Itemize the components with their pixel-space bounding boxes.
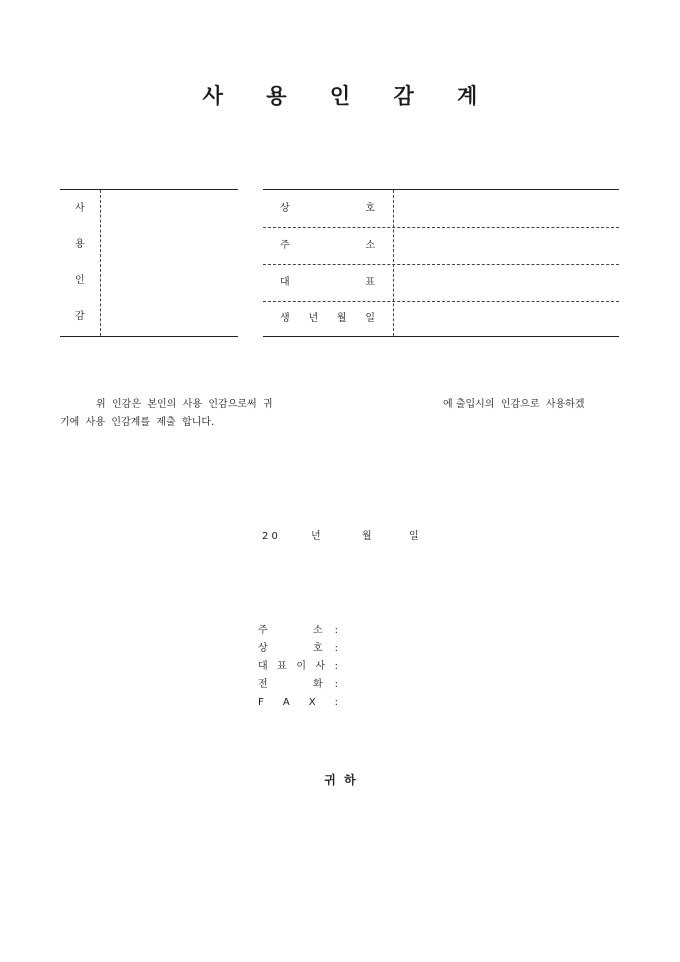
document-title: 사 용 인 감 계 xyxy=(202,84,496,108)
signer-phone-row: 전 화 : xyxy=(258,679,338,690)
representative-label: 대 표 xyxy=(280,277,375,288)
date-year-prefix: 2 0 xyxy=(262,531,278,542)
seal-label-char: 사 xyxy=(75,203,85,214)
date-month-label: 월 xyxy=(362,531,372,542)
table-row-divider xyxy=(263,227,619,228)
seal-label-char: 감 xyxy=(75,311,85,322)
table-row-divider xyxy=(263,301,619,302)
statement-line1-right: 에 출입시의 인감으로 사용하겠 xyxy=(443,399,585,410)
seal-label-char: 인 xyxy=(75,275,85,286)
statement-line1-left: 위 인감은 본인의 사용 인감으로써 귀 xyxy=(96,399,273,410)
signer-address-row: 주 소 : xyxy=(258,625,338,636)
seal-label-char: 용 xyxy=(75,239,85,250)
date-year-label: 년 xyxy=(311,531,321,542)
seal-box-bottom-border xyxy=(60,336,238,337)
table-row-divider xyxy=(263,264,619,265)
signer-ceo-row: 대 표 이 사 : xyxy=(258,661,338,672)
table-top-border xyxy=(263,189,619,190)
company-name-label: 상 호 xyxy=(280,203,375,214)
representative-field[interactable] xyxy=(398,267,616,299)
table-bottom-border xyxy=(263,336,619,337)
signer-fax-row: F A X : xyxy=(258,697,338,708)
seal-box-top-border xyxy=(60,189,238,190)
addressee: 귀 하 xyxy=(324,773,356,787)
seal-stamp-area[interactable] xyxy=(104,192,236,334)
address-label: 주 소 xyxy=(280,240,375,251)
company-name-field[interactable] xyxy=(398,193,616,225)
signer-company-row: 상 호 : xyxy=(258,643,338,654)
address-field[interactable] xyxy=(398,230,616,262)
birthdate-label: 생 년 월 일 xyxy=(280,313,375,324)
seal-box-divider xyxy=(100,190,101,336)
table-column-divider xyxy=(393,190,394,336)
date-day-label: 일 xyxy=(409,531,419,542)
statement-line2: 기에 사용 인감계를 제출 합니다. xyxy=(60,417,215,428)
birthdate-field[interactable] xyxy=(398,304,616,334)
